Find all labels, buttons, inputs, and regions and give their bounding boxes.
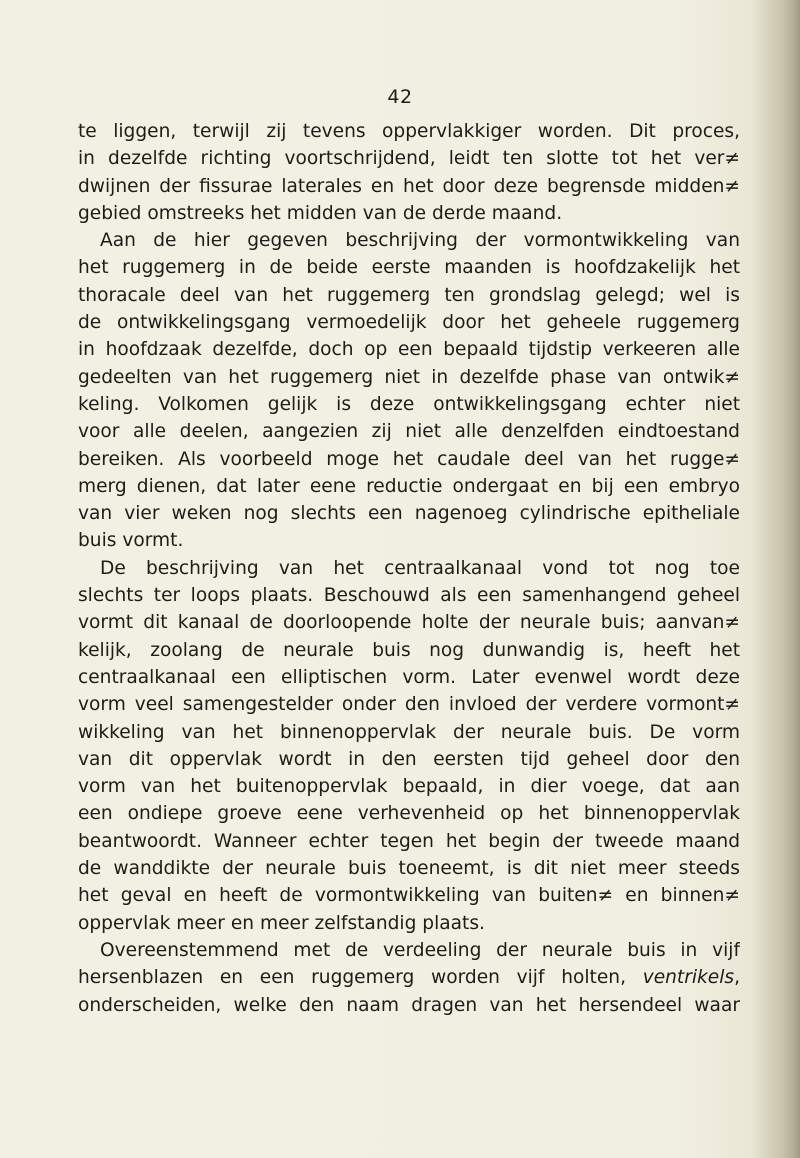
text-line: een ondiepe groeve eene verhevenheid op het binnenoppervlak bbox=[78, 803, 740, 825]
text-line: buis vormt. bbox=[78, 530, 184, 552]
text-line: beantwoordt. Wanneer echter tegen het begin der tweede maand bbox=[78, 830, 740, 852]
text-line: vormt dit kanaal de doorloopende holte der neurale buis; aanvan≠ bbox=[78, 612, 740, 634]
page-number: 42 bbox=[387, 86, 413, 108]
text-line: De beschrijving van het centraalkanaal vond tot nog toe bbox=[100, 557, 740, 579]
text-line: de ontwikkelingsgang vermoedelijk door het geheele ruggemerg bbox=[78, 312, 740, 334]
text-line: het ruggemerg in de beide eerste maanden is hoofdzakelijk het bbox=[78, 257, 740, 279]
text-line: vorm van het buitenoppervlak bepaald, in dier voege, dat aan bbox=[78, 776, 740, 798]
text-line: merg dienen, dat later eene reductie ondergaat en bij een embryo bbox=[78, 475, 740, 497]
text-line: onderscheiden, welke den naam dragen van het hersendeel waar bbox=[78, 994, 740, 1016]
italic-term: ventrikels bbox=[642, 967, 735, 989]
text-line: van vier weken nog slechts een nagenoeg cylindrische epitheliale bbox=[78, 503, 740, 525]
text-line: slechts ter loops plaats. Beschouwd als een samenhangend geheel bbox=[78, 585, 740, 607]
text-line: in dezelfde richting voortschrijdend, leidt ten slotte tot het ver≠ bbox=[78, 148, 740, 170]
text-line: in hoofdzaak dezelfde, doch op een bepaald tijdstip verkeeren alle bbox=[78, 339, 740, 361]
page-edge-shadow bbox=[782, 0, 800, 1158]
text-line: keling. Volkomen gelijk is deze ontwikkelingsgang echter niet bbox=[78, 393, 740, 415]
text-line: de wanddikte der neurale buis toeneemt, is dit niet meer steeds bbox=[78, 858, 740, 880]
text-line: te liggen, terwijl zij tevens oppervlakkiger worden. Dit proces, bbox=[78, 121, 740, 142]
text-line: thoracale deel van het ruggemerg ten grondslag gelegd; wel is bbox=[78, 284, 740, 306]
body-text bbox=[78, 118, 740, 1019]
text-line: wikkeling van het binnenoppervlak der neurale buis. De vorm bbox=[78, 721, 740, 743]
text-line: gebied omstreeks het midden van de derde maand. bbox=[78, 202, 563, 224]
text-line: van dit oppervlak wordt in den eersten tijd geheel door den bbox=[78, 748, 740, 770]
text-line: voor alle deelen, aangezien zij niet alle denzelfden eindtoestand bbox=[78, 421, 740, 443]
text-line: dwijnen der fissurae laterales en het door deze begrensde midden≠ bbox=[78, 175, 740, 197]
text-line: bereiken. Als voorbeeld moge het caudale deel van het rugge≠ bbox=[78, 448, 740, 470]
text-line: Overeenstemmend met de verdeeling der neurale buis in vijf bbox=[100, 939, 740, 961]
text-line: hersenblazen en een ruggemerg worden vijf holten, ventrikels, bbox=[78, 967, 740, 989]
text-line: vorm veel samengestelder onder den invloed der verdere vormont≠ bbox=[78, 694, 740, 716]
text-line: het geval en heeft de vormontwikkeling van buiten≠ en binnen≠ bbox=[78, 885, 740, 907]
text-line: gedeelten van het ruggemerg niet in dezelfde phase van ontwik≠ bbox=[78, 366, 740, 388]
text-line: Aan de hier gegeven beschrijving der vormontwikkeling van bbox=[100, 230, 740, 252]
text-line: centraalkanaal een elliptischen vorm. Later evenwel wordt deze bbox=[78, 666, 740, 688]
text-line: kelijk, zoolang de neurale buis nog dunwandig is, heeft het bbox=[78, 639, 740, 661]
text-line: oppervlak meer en meer zelfstandig plaats. bbox=[78, 912, 485, 934]
